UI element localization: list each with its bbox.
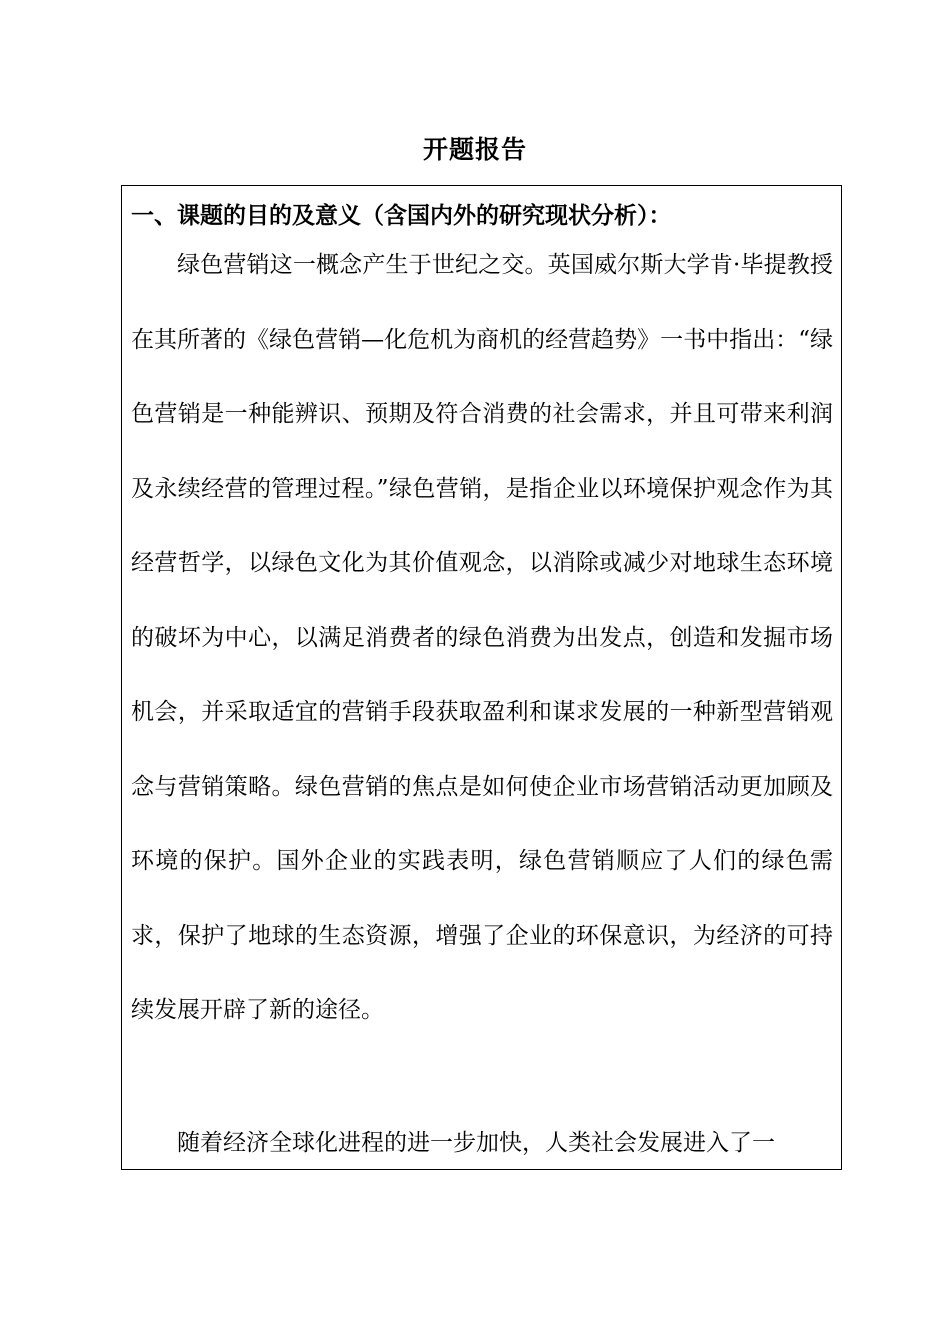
body-paragraph-1: 绿色营销这一概念产生于世纪之交。英国威尔斯大学肯·毕提教授在其所著的《绿色营销—化危机为商机的经营趋势》一书中指出：“绿色营销是一种能辨识、预期及符合消费的社会需求，并且可带来利润及永续经营的管理过程。”绿色营销，是指企业以环境保护观念作为其经营哲学，以绿色文化为其价值观念，以消除或减少对地球生态环境的破坏为中心，以满足消费者的绿色消费为出发点，创造和发掘市场机会，并采取适宜的营销手段获取盈利和谋求发展的一种新型营销观念与营销策略。绿色营销的焦点是如何使企业市场营销活动更加顾及环境的保护。国外企业的实践表明，绿色营销顺应了人们的绿色需求，保护了地球的生态资源，增强了企业的环保意识，为经济的可持续发展开辟了新的途径。 [131, 252, 833, 1023]
section-heading: 一、课题的目的及意义（含国内外的研究现状分析）： [131, 202, 672, 229]
report-table-cell [121, 185, 842, 1170]
page-title: 开题报告 [422, 135, 527, 164]
body-paragraph-2: 随着经济全球化进程的进一步加快，人类社会发展进入了一 [177, 1130, 775, 1156]
